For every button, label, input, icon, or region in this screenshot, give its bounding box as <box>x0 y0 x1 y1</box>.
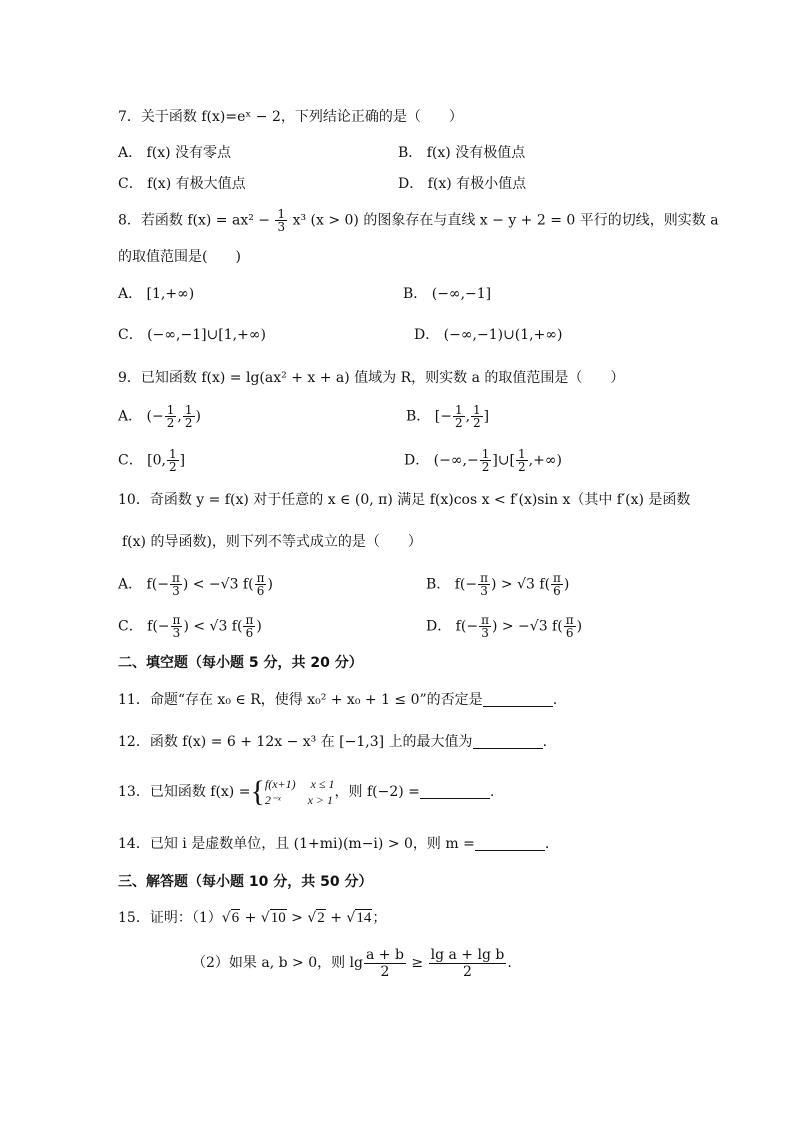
q9-a-frac1-d: 2 <box>166 416 175 430</box>
q14-post: . <box>544 836 550 852</box>
q9-d-frac2-n: 1 <box>518 447 526 461</box>
q13-brace: { <box>250 775 265 808</box>
q9-c-frac-n: 1 <box>168 447 177 461</box>
section-2-heading: 二、填空题（每小题 5 分，共 20 分） <box>118 655 363 671</box>
q8-fraction <box>275 208 287 233</box>
q10-a-pre: A． f(− <box>118 576 169 593</box>
q9-b-mid: , <box>465 408 471 425</box>
q9-b-frac1-n: 1 <box>454 403 463 417</box>
q10-d-mid: ) > −√3 f( <box>491 618 563 635</box>
q10-c-frac2-n: π <box>245 613 254 627</box>
q9-d-frac2 <box>516 448 528 473</box>
q10-b-mid: ) > √3 f( <box>491 576 551 593</box>
q7-option-d: D． f(x) 有极小值点 <box>398 176 527 192</box>
q9-b-post: ] <box>483 408 490 425</box>
q9-b-frac2-n: 1 <box>473 403 481 417</box>
q10-d-pre: D． f(− <box>426 618 479 635</box>
q7-option-a: A． f(x) 没有零点 <box>118 145 232 161</box>
q8-stem-pre: 8．若函数 f(x) = ax² − <box>118 212 271 229</box>
q15-end: . <box>507 955 512 971</box>
q10-b-frac2-d: 6 <box>553 584 561 598</box>
q9-d-post: ,+∞) <box>528 452 562 469</box>
q9-d-frac1 <box>480 448 492 473</box>
q8-stem <box>118 208 719 233</box>
q13-case1: f(x+1) x ≤ 1 <box>264 777 335 791</box>
q15-sqrt6: 6 <box>231 910 240 926</box>
q10-c-post: ) <box>256 618 262 635</box>
q11-answer-blank[interactable] <box>483 692 553 707</box>
q10-d-post: ) <box>576 618 583 635</box>
q10-stem-line2: f(x) 的导函数)，则下列不等式成立的是（ ） <box>122 534 422 550</box>
q15-frac1 <box>364 947 406 980</box>
q13-case2: 2⁻ˣ x > 1 <box>264 793 334 807</box>
q10-option-c <box>118 614 262 639</box>
q15-sqrt2: 2 <box>317 910 325 926</box>
q13-mid: ，则 f(−2) = <box>334 784 420 800</box>
q15-ge: ≥ <box>406 955 428 971</box>
q12-post: . <box>542 734 548 750</box>
q10-a-frac1-d: 3 <box>172 584 180 598</box>
q14-answer-blank[interactable] <box>475 836 545 851</box>
q9-a-frac1 <box>165 404 177 429</box>
q13-text: 13．已知函数 f(x) = <box>118 784 251 800</box>
q8-frac-numerator: 1 <box>277 207 286 221</box>
q9-c-pre: C． [0, <box>118 452 166 469</box>
q7-option-b: B． f(x) 没有极值点 <box>398 145 526 161</box>
q15-frac2-n: lg a + lg b <box>430 946 505 963</box>
q9-stem: 9．已知函数 f(x) = lg(ax² + x + a) 值域为 R，则实数 a 的取值范围是（ ） <box>118 370 625 386</box>
q15-frac1-d: 2 <box>380 963 390 980</box>
q10-d-frac2 <box>564 614 576 639</box>
q9-c-frac <box>167 448 179 473</box>
q9-c-frac-d: 2 <box>168 460 177 474</box>
q9-option-c <box>118 448 185 473</box>
q8-option-a: A． [1,+∞) <box>118 286 195 302</box>
q10-b-frac1-n: π <box>480 571 489 585</box>
q9-b-pre: B． [− <box>406 408 452 425</box>
q10-a-frac1-n: π <box>171 571 180 585</box>
q9-d-mid: ]∪[ <box>492 452 516 469</box>
q10-b-frac1 <box>478 572 490 597</box>
q10-a-frac2-n: π <box>256 571 265 585</box>
q8-option-d: D． (−∞,−1)∪(1,+∞) <box>414 327 563 343</box>
q8-stem-post: x³ (x > 0) 的图象存在与直线 x − y + 2 = 0 平行的切线，则实数 a <box>292 212 719 229</box>
q9-b-frac1-d: 2 <box>454 416 463 430</box>
q7-option-c: C． f(x) 有极大值点 <box>118 176 246 192</box>
q13-post: . <box>489 784 495 800</box>
q9-a-frac2 <box>183 404 195 429</box>
q14-text: 14．已知 i 是虚数单位，且 (1+mi)(m−i) > 0，则 m = <box>118 836 475 852</box>
q15-pre: 15．证明：（1） <box>118 910 222 926</box>
q8-stem-line2: 的取值范围是( ) <box>118 249 241 265</box>
q10-b-frac2-n: π <box>553 571 561 585</box>
q15-part1: 15．证明：（1）√6 + √10 > √2 + √14； <box>118 910 387 926</box>
q9-d-pre: D． (−∞,− <box>404 452 479 469</box>
q10-d-frac2-n: π <box>565 613 574 627</box>
q8-option-b: B． (−∞,−1] <box>403 286 492 302</box>
q9-option-b <box>406 404 489 429</box>
q10-c-frac2 <box>243 614 255 639</box>
q9-d-frac1-n: 1 <box>481 447 490 461</box>
q15-sqrt10: 10 <box>270 910 286 926</box>
q10-a-frac2 <box>255 572 267 597</box>
q10-option-b <box>426 572 569 597</box>
q9-a-frac2-n: 1 <box>184 403 193 417</box>
q12 <box>118 732 547 752</box>
q11 <box>118 690 557 710</box>
q10-d-frac1 <box>479 614 491 639</box>
q15-plus1: + <box>240 910 261 926</box>
q10-a-mid: ) < −√3 f( <box>182 576 254 593</box>
q12-text: 12．函数 f(x) = 6 + 12x − x³ 在 [−1,3] 上的最大值为 <box>118 734 473 750</box>
q15-part2-pre: （2）如果 a, b > 0，则 lg <box>192 955 363 971</box>
q10-a-frac2-d: 6 <box>256 584 265 598</box>
q9-b-frac2-d: 2 <box>473 416 481 430</box>
q10-b-frac1-d: 3 <box>480 584 488 598</box>
q15-frac1-n: a + b <box>366 946 404 963</box>
q10-option-d <box>426 614 582 639</box>
q9-a-frac2-d: 2 <box>184 416 193 430</box>
q10-b-frac2 <box>551 572 563 597</box>
q10-b-post: ) <box>563 576 570 593</box>
q13-answer-blank[interactable] <box>420 784 490 799</box>
q10-b-pre: B． f(− <box>426 576 478 593</box>
q15-frac2-d: 2 <box>462 963 472 980</box>
q9-b-frac2 <box>471 404 483 429</box>
q10-a-post: ) <box>267 576 273 593</box>
q15-frac2 <box>429 947 507 980</box>
q10-c-pre: C． f(− <box>118 618 170 635</box>
q15-gt: > <box>286 910 308 926</box>
q9-d-frac1-d: 2 <box>481 460 490 474</box>
q15-semi: ； <box>372 910 387 926</box>
q10-stem: 10．奇函数 y = f(x) 对于任意的 x ∈ (0, π) 满足 f(x)cos x < f′(x)sin x（其中 f′(x) 是函数 <box>118 492 691 508</box>
q9-b-frac1 <box>453 404 465 429</box>
q10-option-a <box>118 572 273 597</box>
q8-frac-denominator: 3 <box>277 220 286 234</box>
q15-sqrt14: 14 <box>356 910 372 926</box>
q10-c-frac1-n: π <box>172 613 181 627</box>
q15-plus2: + <box>325 910 347 926</box>
q10-c-frac1-d: 3 <box>172 626 181 640</box>
q10-a-frac1 <box>170 572 182 597</box>
q9-a-post: ) <box>195 408 201 425</box>
q11-post: . <box>552 692 558 708</box>
q11-text: 11．命题“存在 x₀ ∈ R，使得 x₀² + x₀ + 1 ≤ 0”的否定是 <box>118 692 483 708</box>
q10-c-frac1 <box>171 614 183 639</box>
q7-stem: 7．关于函数 f(x)=eˣ − 2，下列结论正确的是（ ） <box>118 109 463 125</box>
q15-part2 <box>192 946 512 980</box>
q12-answer-blank[interactable] <box>473 734 543 749</box>
q13 <box>118 772 494 812</box>
q9-a-mid: , <box>177 408 182 425</box>
q9-a-pre: A． (− <box>118 408 164 425</box>
q9-a-frac1-n: 1 <box>166 403 175 417</box>
q13-piecewise <box>265 776 335 808</box>
q10-c-mid: ) < √3 f( <box>183 618 243 635</box>
q9-option-d <box>404 448 562 473</box>
q9-c-post: ] <box>179 452 186 469</box>
q9-option-a <box>118 404 201 429</box>
q9-d-frac2-d: 2 <box>518 460 526 474</box>
section-3-heading: 三、解答题（每小题 10 分，共 50 分） <box>118 874 373 890</box>
q10-d-frac2-d: 6 <box>565 626 574 640</box>
q8-option-c: C． (−∞,−1]∪[1,+∞) <box>118 327 266 343</box>
q10-d-frac1-d: 3 <box>481 626 489 640</box>
q10-c-frac2-d: 6 <box>245 626 254 640</box>
q14 <box>118 834 549 854</box>
q10-d-frac1-n: π <box>481 613 489 627</box>
